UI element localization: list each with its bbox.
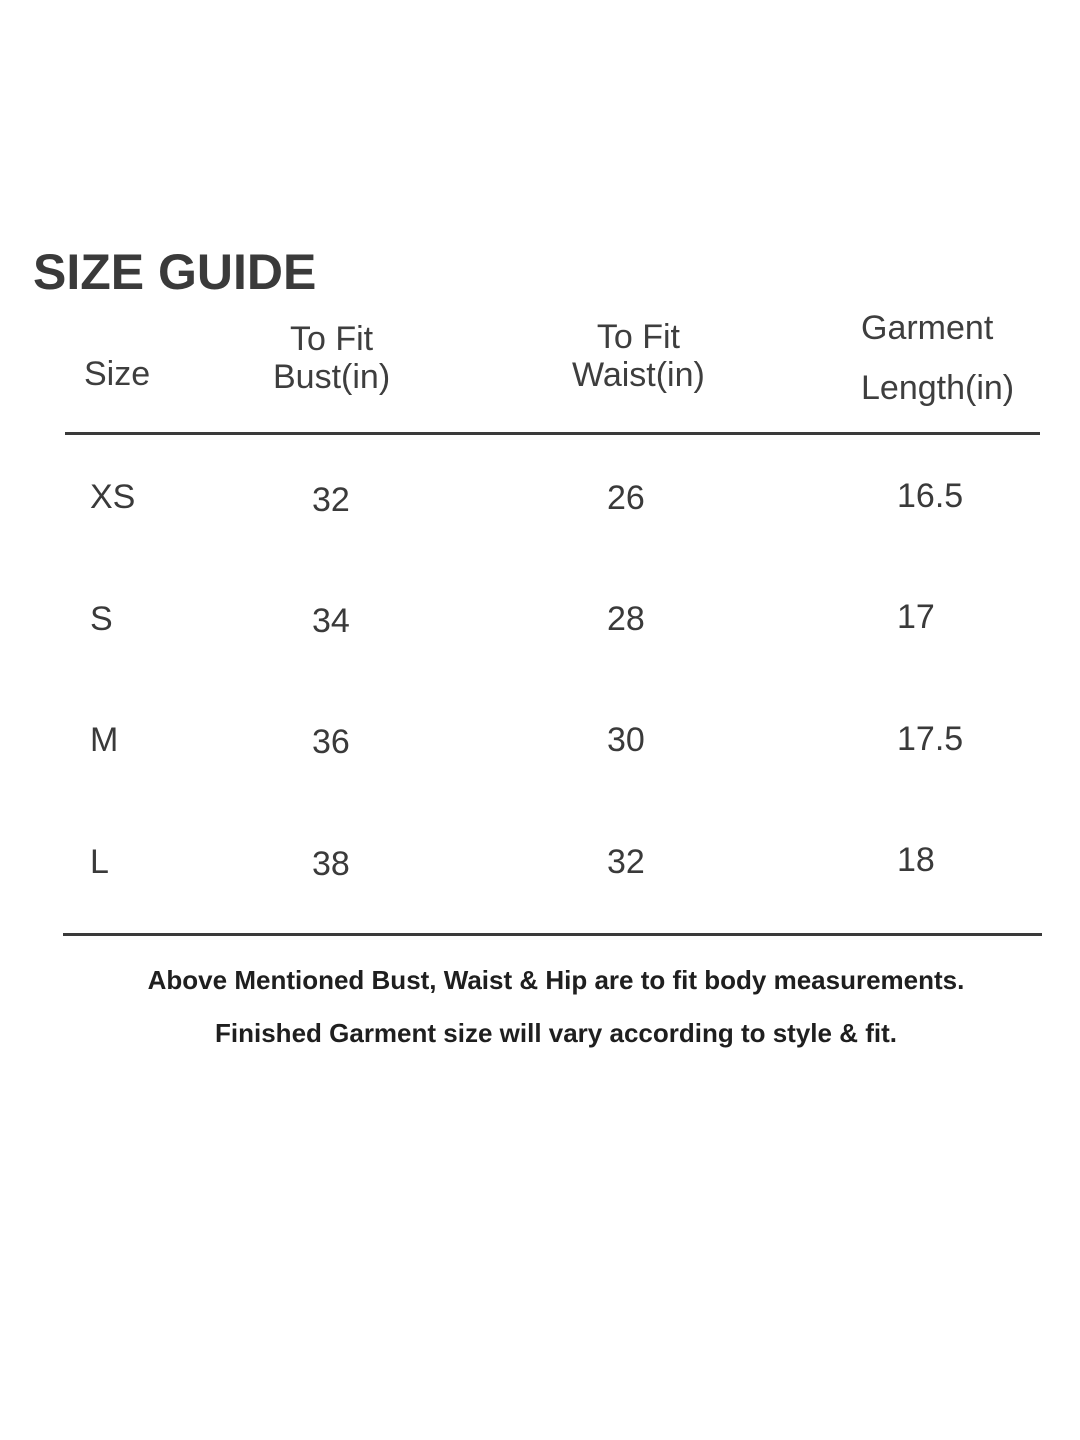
cell-length: 18: [897, 841, 935, 879]
header-length-line2: Length(in): [861, 369, 1015, 407]
header-waist-line2: Waist(in): [572, 356, 705, 394]
cell-waist: 30: [607, 721, 645, 759]
cell-size: XS: [90, 478, 136, 516]
cell-waist: 32: [607, 843, 645, 881]
header-size-label: Size: [84, 355, 151, 393]
cell-bust: 38: [312, 845, 350, 883]
header-waist-line1: To Fit: [596, 318, 680, 356]
header-length-line1: Garment: [861, 309, 994, 347]
header-bust: [273, 320, 390, 396]
header-waist: [572, 318, 705, 394]
header-length: [861, 308, 1014, 408]
cell-size: L: [90, 843, 109, 881]
cell-length: 16.5: [897, 477, 964, 515]
header-divider: [65, 432, 1040, 435]
cell-size: S: [90, 600, 113, 638]
header-bust-line1: To Fit: [290, 320, 374, 358]
cell-size: M: [90, 721, 119, 759]
cell-bust: 34: [312, 602, 350, 640]
cell-length: 17: [897, 598, 935, 636]
header-bust-line2: Bust(in): [273, 358, 391, 396]
cell-length: 17.5: [897, 720, 964, 758]
cell-waist: 26: [607, 479, 645, 517]
size-guide-title: SIZE GUIDE: [33, 244, 317, 300]
footnote-line-2: Finished Garment size will vary according to style & fit.: [215, 1018, 897, 1048]
cell-waist: 28: [607, 600, 645, 638]
cell-bust: 32: [312, 481, 350, 519]
footnote-line-1: Above Mentioned Bust, Waist & Hip are to fit body measurements.: [147, 965, 965, 995]
cell-bust: 36: [312, 723, 350, 761]
table-bottom-divider: [63, 933, 1042, 936]
header-size: [84, 355, 150, 393]
